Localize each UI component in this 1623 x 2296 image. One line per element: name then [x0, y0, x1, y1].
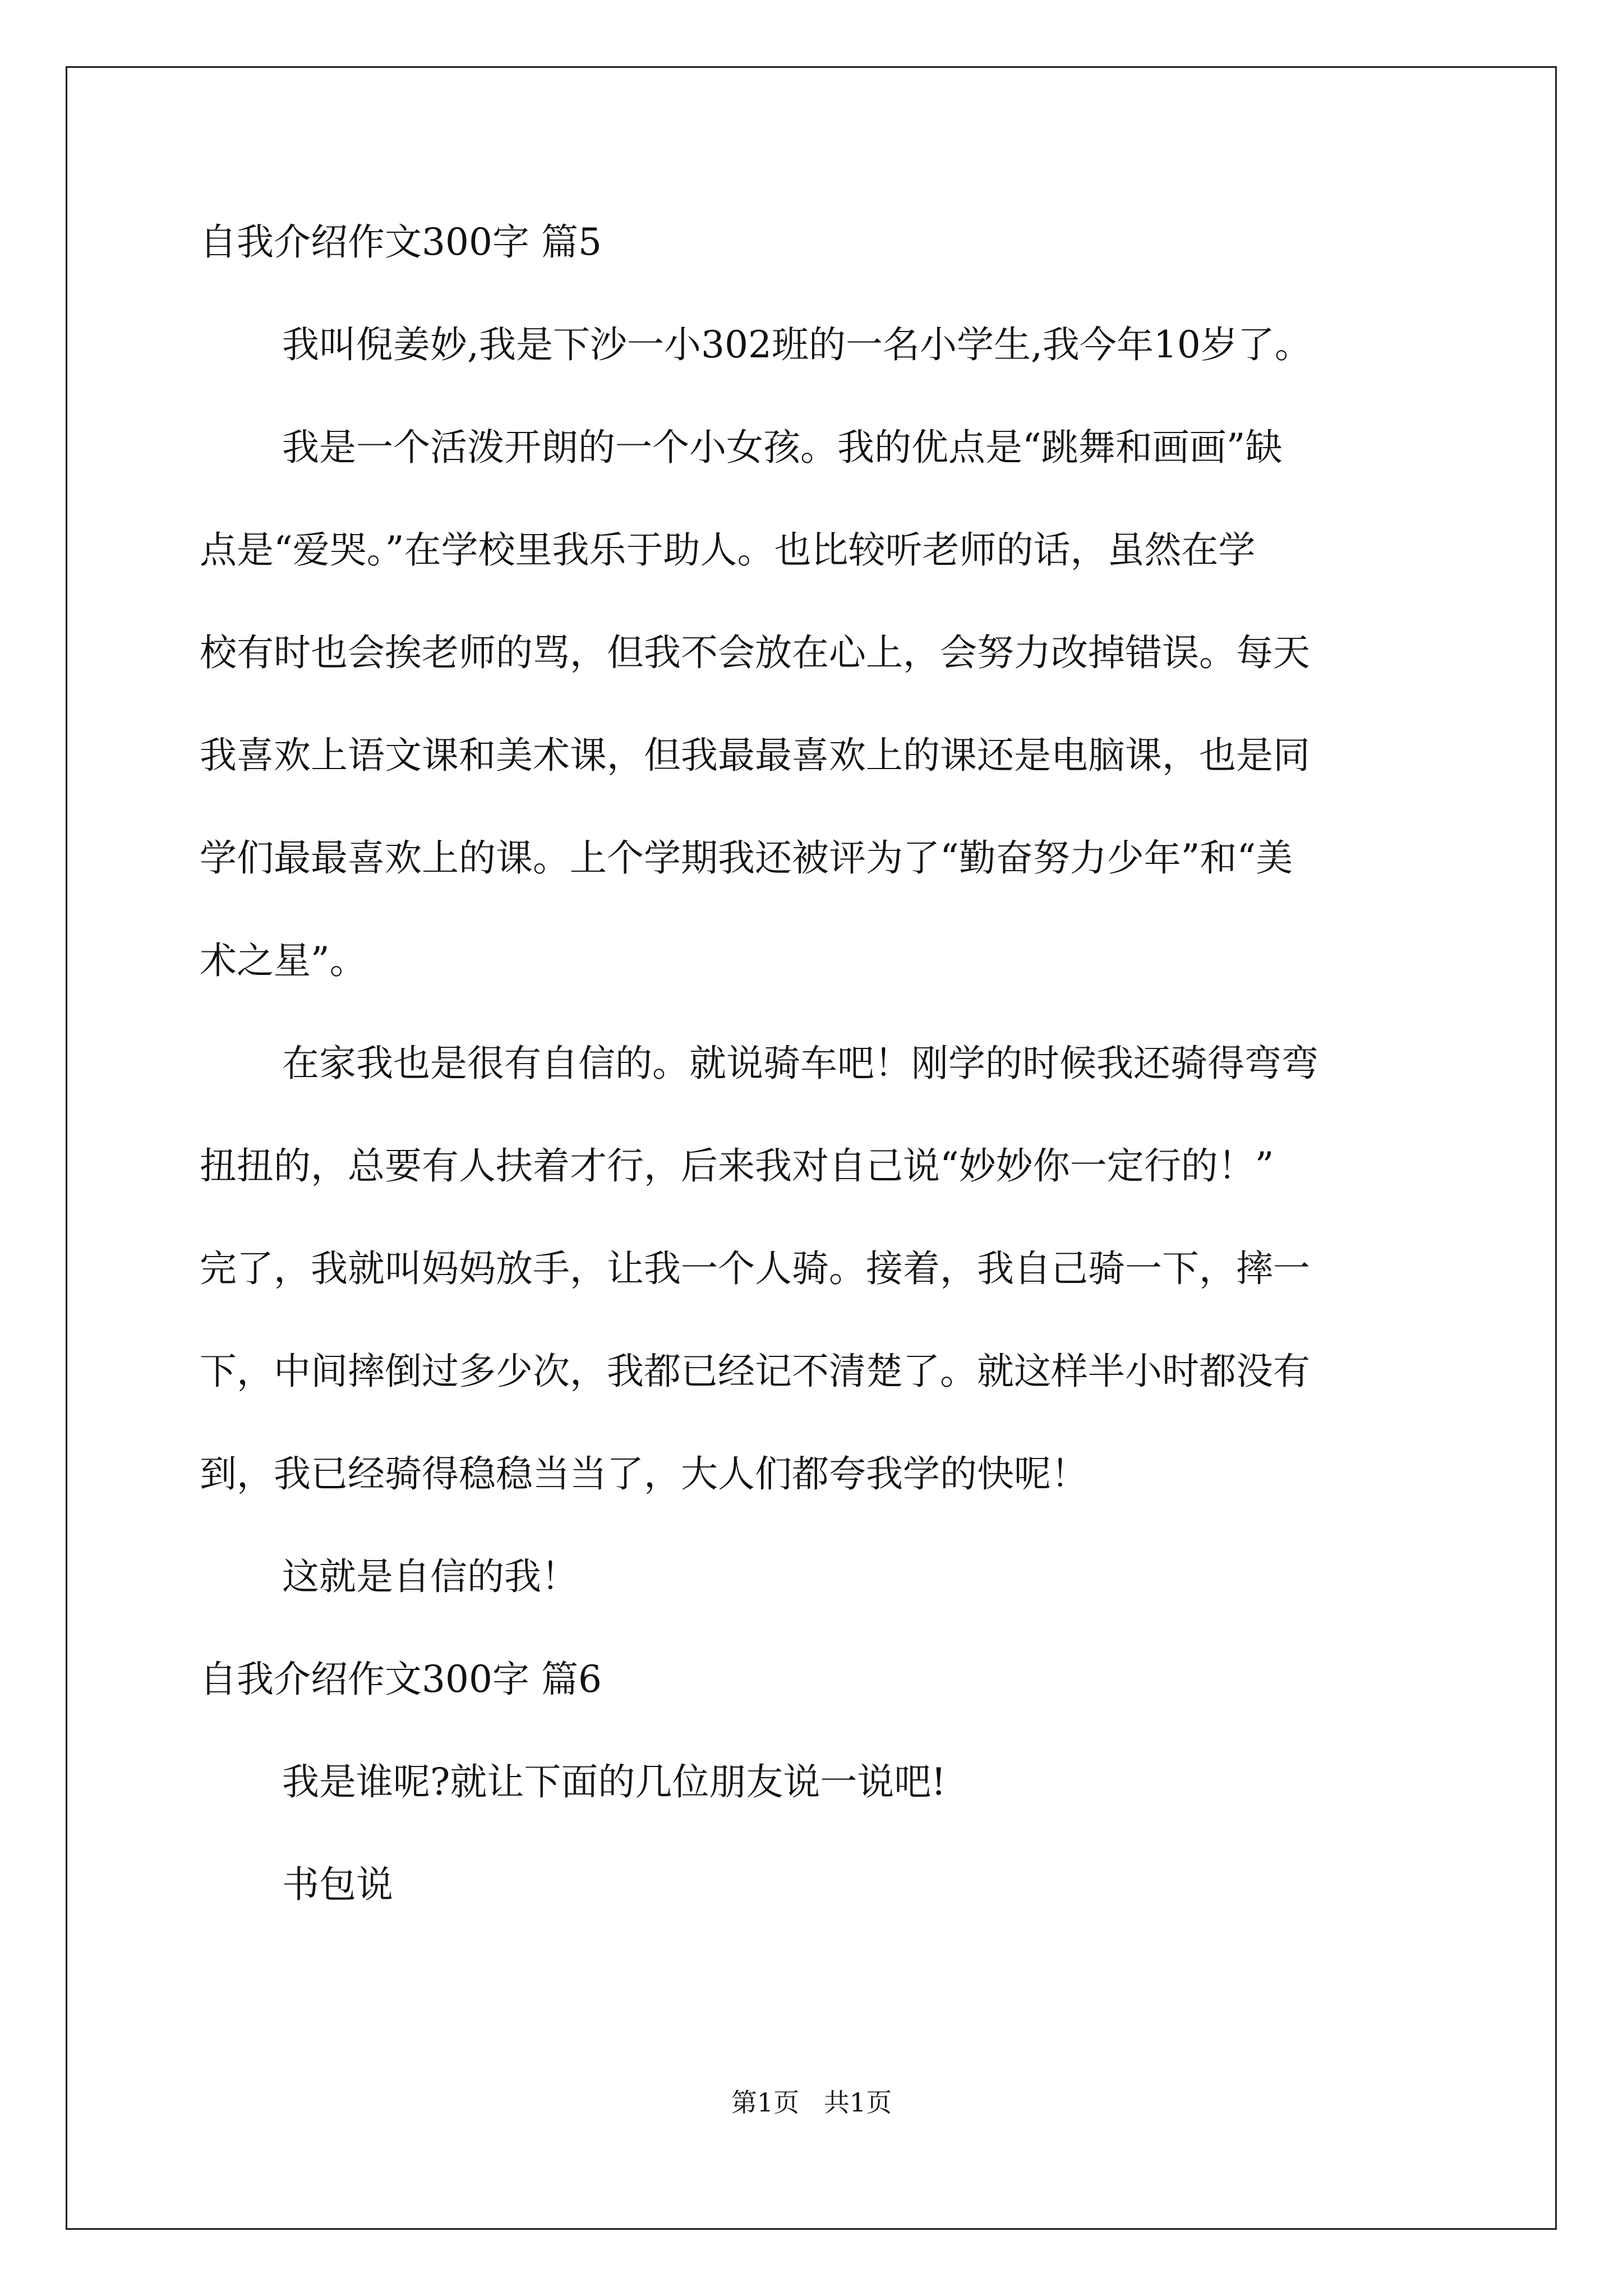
paragraph-line: 下，中间摔倒过多少次，我都已经记不清楚了。就这样半小时都没有 [200, 1350, 1310, 1393]
paragraph-line: 点是“爱哭。”在学校里我乐于助人。也比较听老师的话，虽然在学 [200, 528, 1256, 572]
document-body [200, 216, 1428, 1911]
page-number-footer: 第1页 共1页 [731, 2087, 892, 2118]
paragraph [200, 421, 1428, 987]
paragraph-line: 术之星”。 [200, 939, 367, 982]
paragraph-line: 在家我也是很有自信的。就说骑车吧！刚学的时候我还骑得弯弯 [282, 1042, 1318, 1085]
paragraph-line: 我叫倪姜妙,我是下沙一小302班的一名小学生,我今年10岁了。 [282, 323, 1312, 366]
paragraph-line: 到，我已经骑得稳稳当当了，大人们都夸我学的快呢！ [200, 1452, 1088, 1496]
section-title: 自我介绍作文300字 篇5 [200, 220, 602, 264]
paragraph-line: 我是谁呢?就让下面的几位朋友说一说吧! [282, 1760, 946, 1803]
paragraph [200, 1550, 1428, 1603]
section-title: 自我介绍作文300字 篇6 [200, 1658, 602, 1701]
paragraph [200, 319, 1428, 371]
paragraph [200, 1037, 1428, 1500]
paragraph [200, 1756, 1428, 1808]
paragraph-line: 这就是自信的我！ [282, 1555, 578, 1598]
paragraph-line: 扭扭的，总要有人扶着才行，后来我对自己说“妙妙你一定行的！” [200, 1144, 1274, 1188]
paragraph-line: 完了，我就叫妈妈放手，让我一个人骑。接着，我自己骑一下，摔一 [200, 1247, 1310, 1290]
paragraph [200, 1858, 1428, 1911]
paragraph-line: 我喜欢上语文课和美术课，但我最最喜欢上的课还是电脑课，也是同 [200, 734, 1310, 777]
paragraph-line: 学们最最喜欢上的课。上个学期我还被评为了“勤奋努力少年”和“美 [200, 836, 1293, 880]
paragraph-line: 校有时也会挨老师的骂，但我不会放在心上，会努力改掉错误。每天 [200, 631, 1310, 674]
paragraph-line: 我是一个活泼开朗的一个小女孩。我的优点是“跳舞和画画”缺 [282, 426, 1283, 469]
paragraph-line: 书包说 [282, 1863, 393, 1906]
